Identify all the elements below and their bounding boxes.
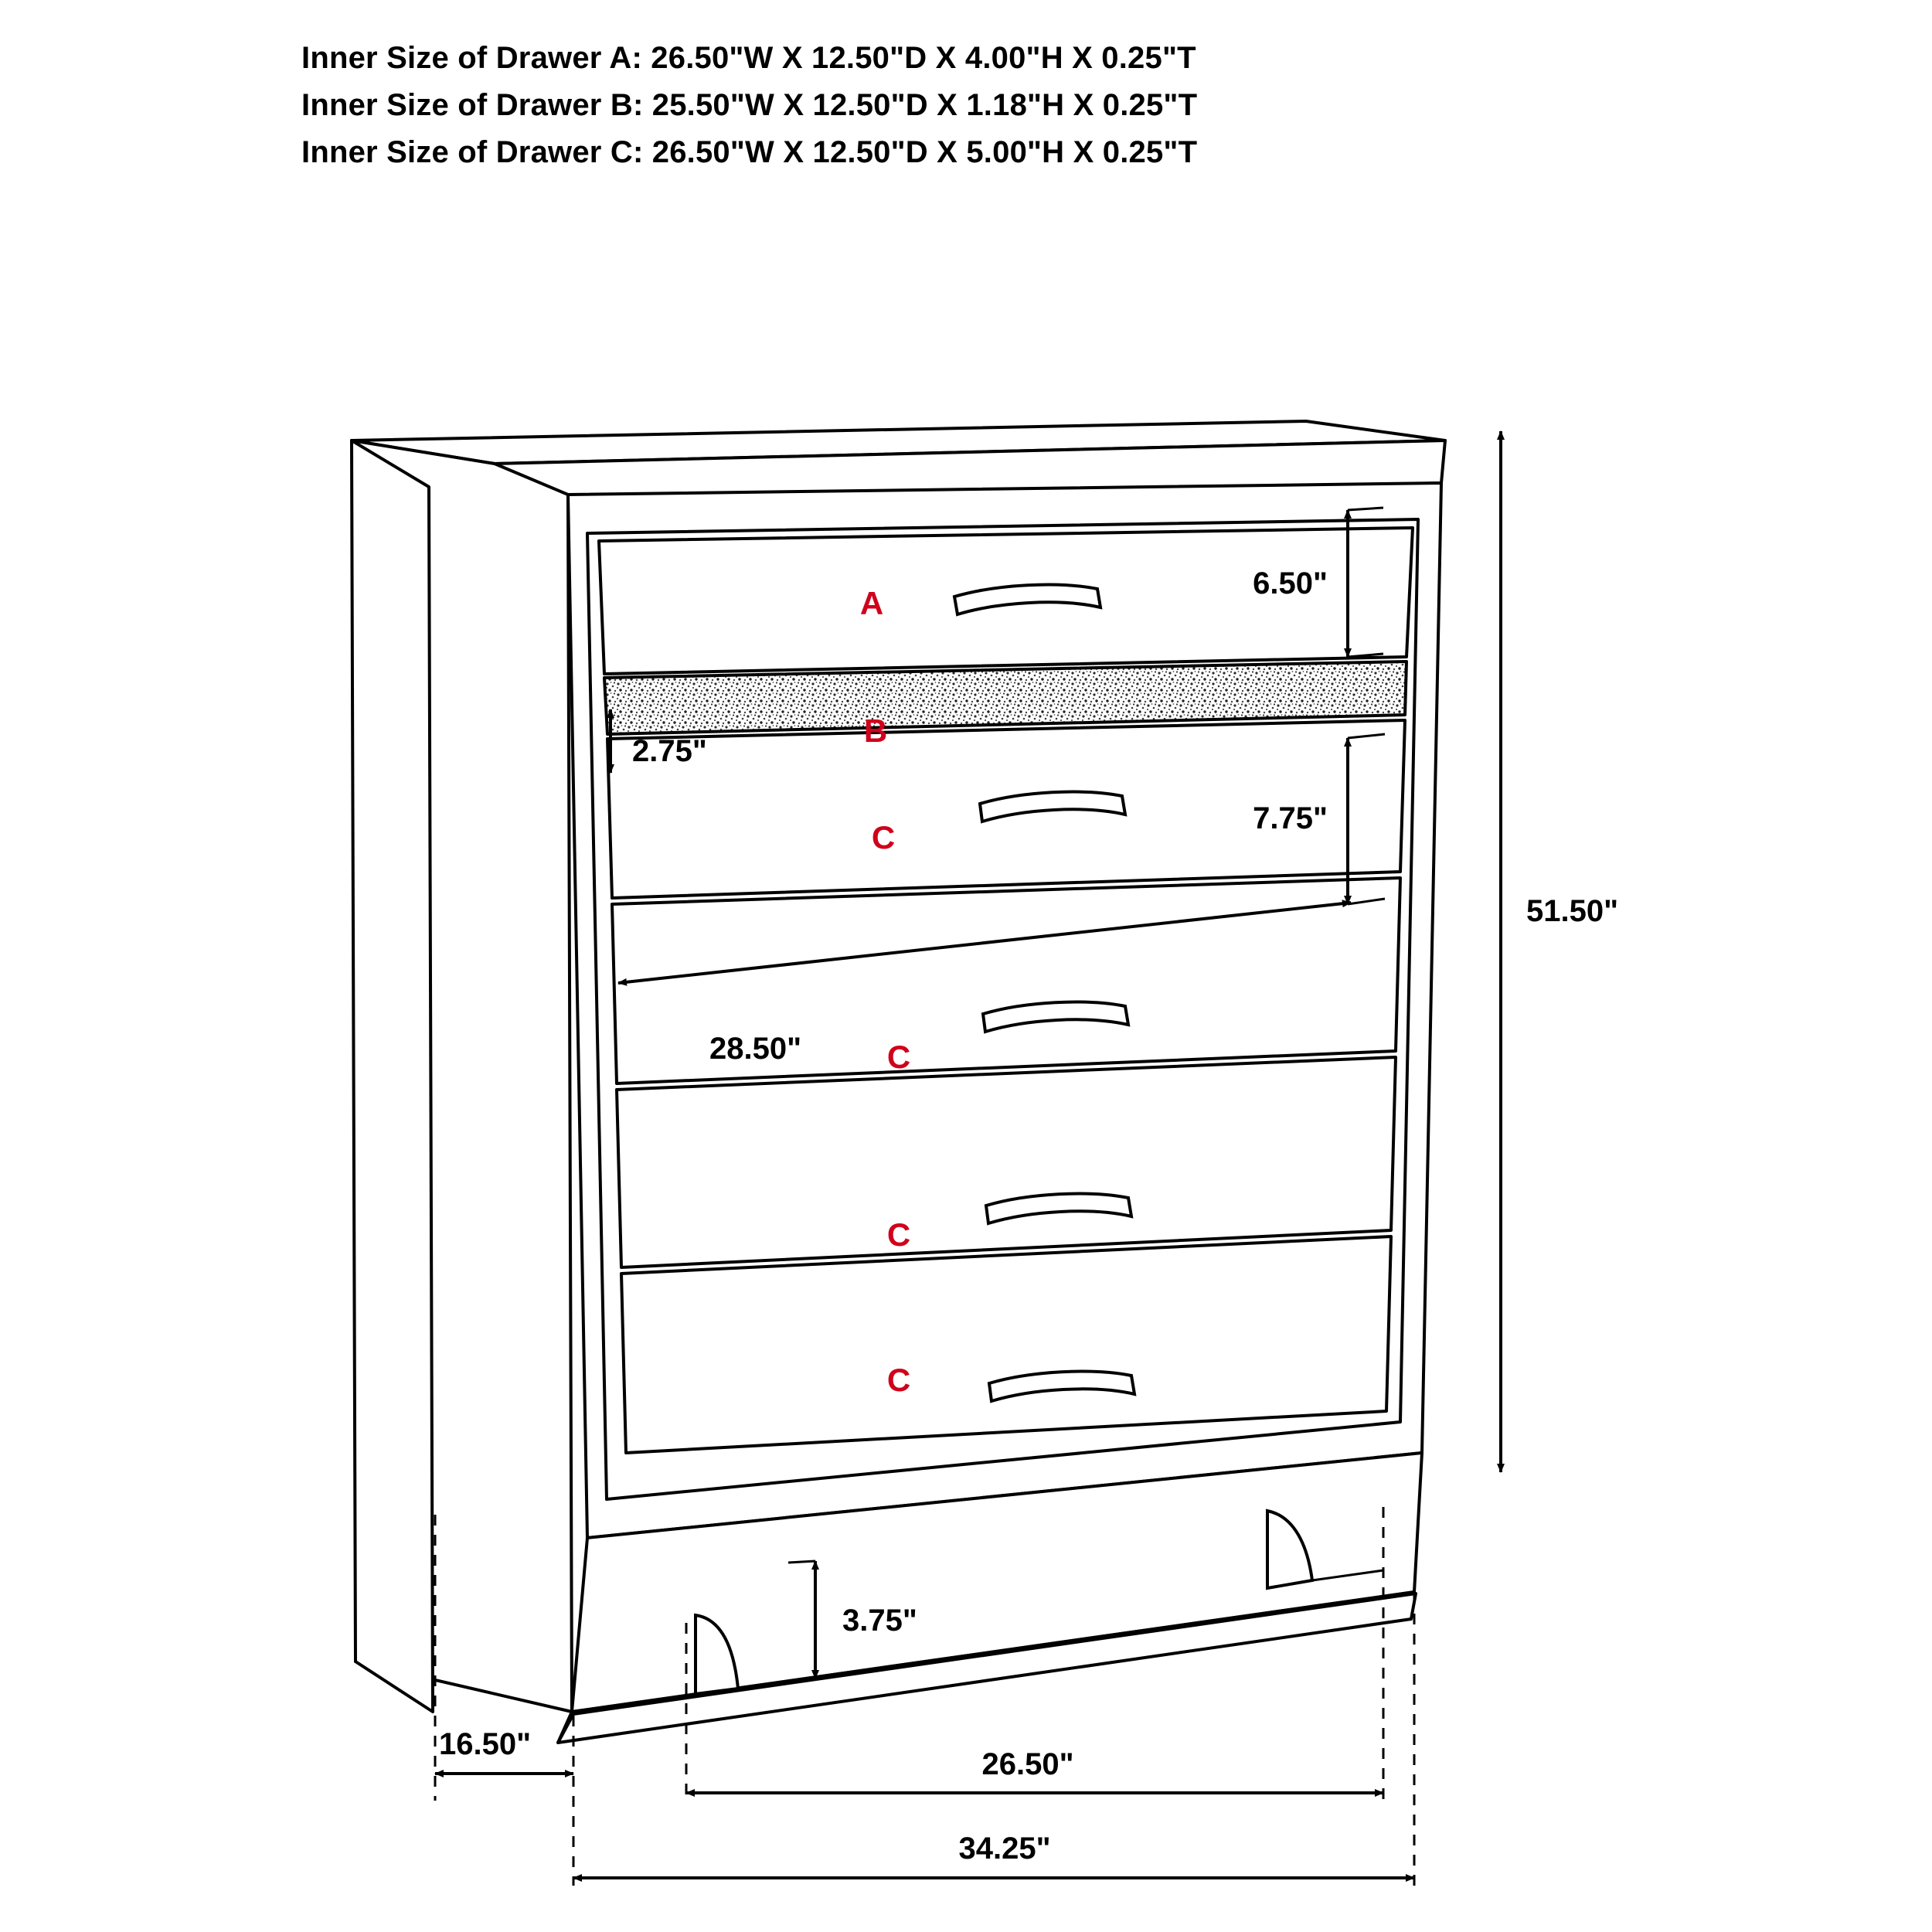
spec-line-drawer-b: Inner Size of Drawer B: 25.50"W X 12.50"D X 1.18"H X 0.25"T [301, 87, 1198, 122]
dim-label-drawer-a: 6.50" [1253, 566, 1328, 600]
dim-label-inner-width: 26.50" [981, 1747, 1074, 1781]
dim-label-total-width: 34.25" [958, 1832, 1051, 1866]
drawer-label-b: B [863, 713, 888, 749]
drawer-front-c3 [617, 1057, 1396, 1267]
dim-label-leg-height: 3.75" [842, 1604, 917, 1638]
spec-line-drawer-a: Inner Size of Drawer A: 26.50"W X 12.50"D X 4.00"H X 0.25"T [301, 41, 1196, 75]
drawer-label-a: A [859, 585, 884, 621]
drawer-label-c1: C [871, 819, 896, 855]
drawer-label-c4: C [886, 1362, 911, 1398]
spec-line-drawer-c: Inner Size of Drawer C: 26.50"W X 12.50"D X 5.00"H X 0.25"T [301, 134, 1198, 169]
dim-label-drawer-front-width: 28.50" [709, 1032, 802, 1066]
drawer-label-c3: C [886, 1216, 911, 1253]
drawer-fronts [599, 528, 1413, 1453]
dim-label-drawer-b: 2.75" [632, 734, 707, 768]
dim-label-total-height: 51.50" [1526, 894, 1619, 928]
dim-label-depth: 16.50" [439, 1727, 532, 1761]
dim-label-drawer-c: 7.75" [1253, 801, 1328, 835]
drawer-label-c2: C [886, 1039, 911, 1075]
